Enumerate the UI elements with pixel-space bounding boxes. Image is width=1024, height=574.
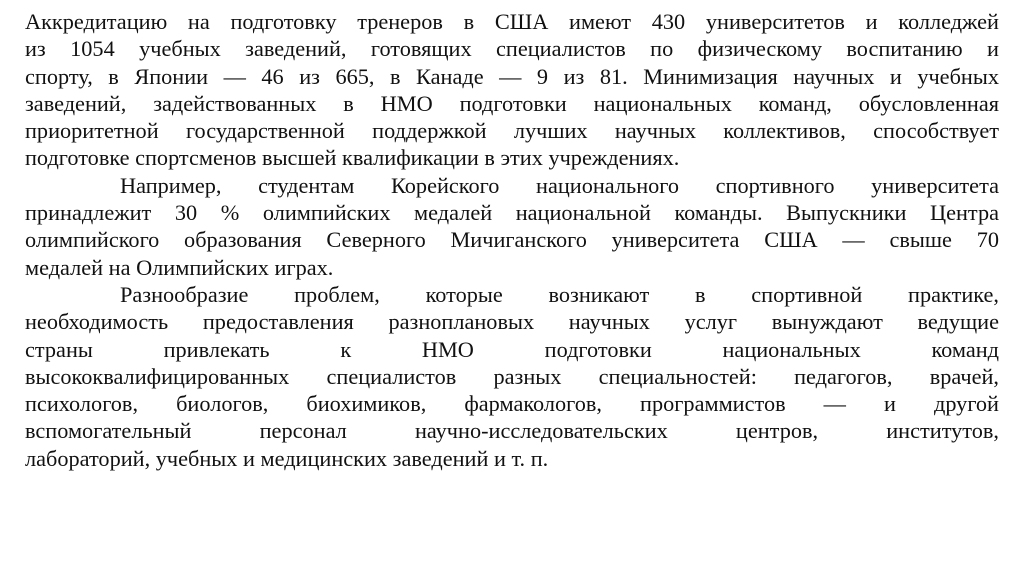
text-line: психологов, биологов, биохимиков, фармакологов, программистов — и другой [25, 391, 999, 417]
text-line: из 1054 учебных заведений, готовящих специалистов по физическому воспитанию и [25, 36, 999, 62]
document-body [25, 8, 999, 472]
text-line: вспомогательный персонал научно-исследовательских центров, институтов, [25, 418, 999, 444]
text-line: принадлежит 30 % олимпийских медалей национальной команды. Выпускники Центра [25, 200, 999, 226]
text-line: заведений, задействованных в НМО подготовки национальных команд, обусловленная [25, 90, 999, 116]
text-line: олимпийского образования Северного Мичиганского университета США — свыше 70 [25, 227, 999, 253]
text-line: высококвалифицированных специалистов разных специальностей: педагогов, врачей, [25, 363, 999, 389]
text-line: лабораторий, учебных и медицинских заведений и т. п. [25, 445, 549, 471]
text-line: приоритетной государственной поддержкой лучших научных коллективов, способствует [25, 118, 999, 144]
paragraph-examples [25, 172, 999, 281]
text-line: медалей на Олимпийских играх. [25, 254, 334, 280]
text-line: подготовке спортсменов высшей квалификации в этих учреждениях. [25, 145, 680, 171]
paragraph-accreditation [25, 8, 999, 172]
text-line: необходимость предоставления разноплановых научных услуг вынуждают ведущие [25, 309, 999, 335]
text-line: Аккредитацию на подготовку тренеров в США имеют 430 университетов и колледжей [25, 9, 999, 34]
text-line: Например, студентам Корейского национального спортивного университета [120, 172, 999, 198]
text-line: Разнообразие проблем, которые возникают в спортивной практике, [120, 281, 999, 307]
paragraph-specialists [25, 281, 999, 472]
text-line: страны привлекать к НМО подготовки национальных команд [25, 336, 999, 362]
text-line: спорту, в Японии — 46 из 665, в Канаде — 9 из 81. Минимизация научных и учебных [25, 63, 999, 89]
